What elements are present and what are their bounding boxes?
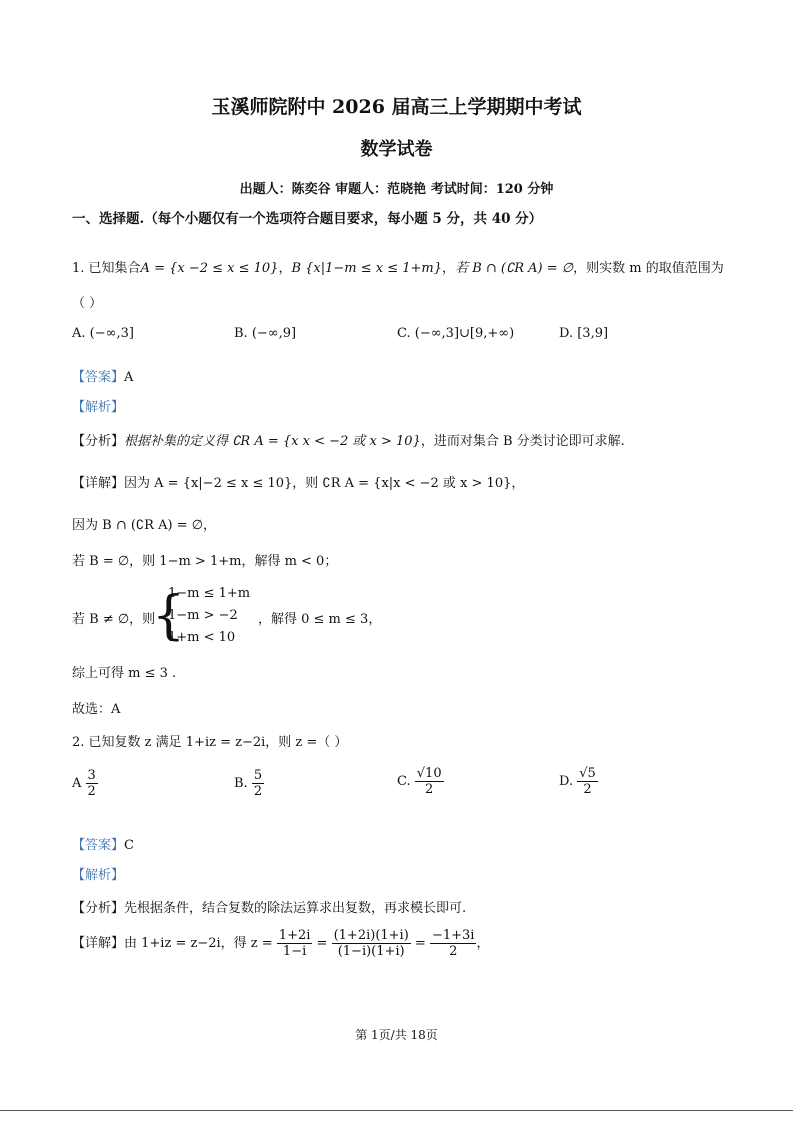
q1-option-a: A. (−∞,3] <box>72 326 134 341</box>
q1-option-c: C. (−∞,3]∪[9,+∞) <box>397 326 515 341</box>
q2-analysis-label: 【解析】 <box>72 868 125 883</box>
q2-answer: 【答案】C <box>72 838 134 853</box>
page-footer: 第 1页/共 18页 <box>355 1028 438 1042</box>
q1-analysis-label: 【解析】 <box>72 400 125 415</box>
q1-set-b: B {x|1−m ≤ x ≤ 1+m} <box>291 261 443 276</box>
q1-answer: 【答案】A <box>72 370 134 385</box>
q1-condition: 若 B ∩ (∁R A) = ∅ <box>455 261 574 276</box>
section-heading: 一、选择题.（每个小题仅有一个选项符合题目要求，每小题 5 分，共 40 分） <box>72 211 543 227</box>
q2-option-a: A $\frac{3}{2}$ <box>72 768 96 799</box>
q1-option-d: D. [3,9] <box>559 326 609 341</box>
q1-detail-6: 故选：A <box>72 702 121 717</box>
q1-set-a: A = {x −2 ≤ x ≤ 10} <box>140 261 279 276</box>
q1-detail-4b: ，解得 0 ≤ m ≤ 3， <box>258 612 382 627</box>
q1-detail-4a: 若 B ≠ ∅，则 <box>72 612 156 627</box>
q2-detail: 【详解】由 1+iz = z−2i，得 z = $\frac{1+2i}{1-i}$ = $\frac{(1+2i)(1+i)}{(1-i)(1+i)}$ = $\frac{-1+3i}{2}$ ， <box>72 928 490 959</box>
q2-option-d: D. $\frac{√5}{2}$ <box>559 766 596 797</box>
q2-option-c: C. $\frac{√10}{2}$ <box>397 766 442 797</box>
q1-fenxi: 【分析】根据补集的定义得 ∁R A = {x x < −2 或 x > 10}，进而对集合 B 分类讨论即可求解. <box>72 434 625 449</box>
q1-detail-3: 若 B = ∅，则 1−m > 1+m，解得 m < 0； <box>72 554 338 569</box>
page-title: 玉溪师院附中 2026 届高三上学期期中考试 <box>211 96 582 118</box>
exam-meta: 出题人：陈奕谷 审题人：范晓艳 考试时间：120 分钟 <box>239 182 554 197</box>
q2-fenxi: 【分析】先根据条件，结合复数的除法运算求出复数，再求模长即可. <box>72 901 467 916</box>
page-subtitle: 数学试卷 <box>360 139 433 160</box>
q1-paren: （ ） <box>72 296 103 311</box>
q1-inequality-system: { 1−m ≤ 1+m 1−m > −2 1+m < 10 <box>160 583 250 649</box>
bottom-divider <box>0 1110 793 1111</box>
q2-option-b: B. $\frac{5}{2}$ <box>234 768 263 799</box>
q1-detail-1: 【详解】因为 A = {x|−2 ≤ x ≤ 10}，则 ∁R A = {x|x < −2 或 x > 10}， <box>72 476 525 491</box>
q1-detail-5: 综上可得 m ≤ 3 . <box>72 666 177 681</box>
q1-detail-2: 因为 B ∩ (∁R A) = ∅， <box>72 518 217 533</box>
q1-option-b: B. (−∞,9] <box>234 326 297 341</box>
brace-icon: { <box>152 586 186 646</box>
q1-stem: 1. 已知集合A = {x −2 ≤ x ≤ 10}，B {x|1−m ≤ x ≤ 1+m}，若 B ∩ (∁R A) = ∅，则实数 m 的取值范围为 <box>72 261 724 276</box>
q2-stem: 2. 已知复数 z 满足 1+iz = z−2i，则 z =（ ） <box>72 735 348 750</box>
